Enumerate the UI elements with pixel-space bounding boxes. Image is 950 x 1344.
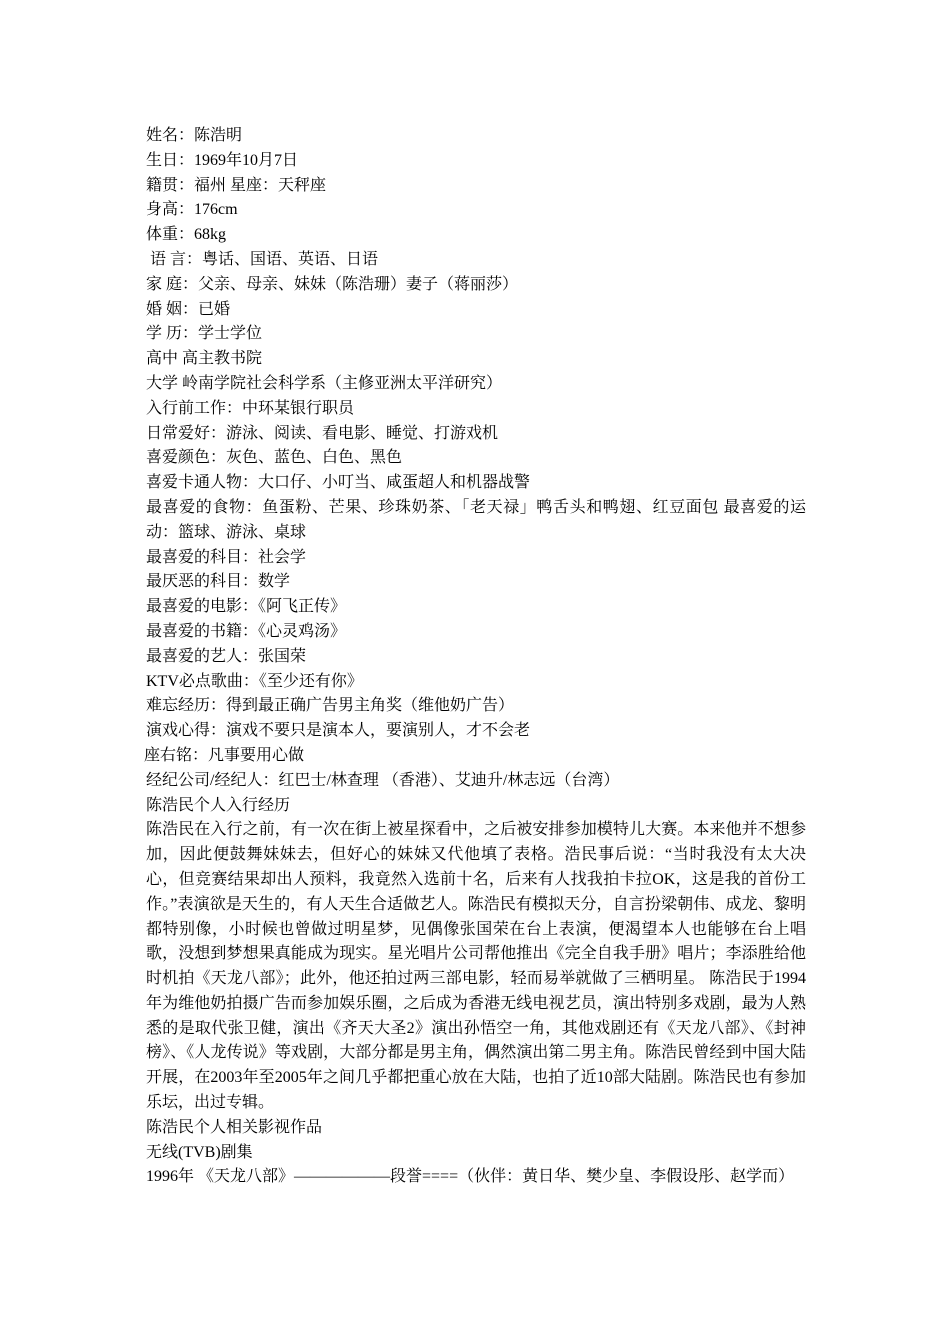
weight-line: 体重：68kg	[146, 226, 227, 244]
tvb-heading: 无线(TVB)剧集	[146, 1143, 253, 1161]
high-school-line: 高中 高主教书院	[146, 350, 263, 368]
document-page	[146, 124, 806, 1190]
family-line: 家 庭：父亲、母亲、妹妹（陈浩珊）妻子（蒋丽莎）	[146, 275, 519, 293]
acting-insight-line: 演戏心得：演戏不要只是演本人，要演别人，才不会老	[146, 722, 531, 740]
memorable-experience-line: 难忘经历：得到最正确广告男主角奖（维他奶广告）	[146, 697, 515, 715]
entry-1996: 1996年 《天龙八部》——————段誉====（伙伴：黄日华、樊少皇、李假设彤、赵学而）	[146, 1168, 795, 1186]
marriage-line: 婚 姻：已婚	[146, 300, 231, 318]
favorite-cartoons-line: 喜爱卡通人物：大口仔、小叮当、咸蛋超人和机器战警	[146, 474, 531, 492]
works-heading: 陈浩民个人相关影视作品	[146, 1118, 323, 1136]
favorite-food-sports-paragraph: 最喜爱的食物：鱼蛋粉、芒果、珍珠奶茶、「老天禄」鸭舌头和鸭翅、红豆面包 最喜爱的运动：篮球、游泳、桌球	[146, 498, 806, 541]
university-line: 大学 岭南学院社会科学系（主修亚洲太平洋研究）	[146, 374, 503, 392]
career-paragraph: 陈浩民在入行之前，有一次在街上被星探看中，之后被安排参加模特儿大赛。本来他并不想参加，因此便鼓舞妹妹去，但好心的妹妹又代他填了表格。浩民事后说：“当时我没有太大决心，但竞赛结果却出人预料，我竟然入选前十名，后来有人找我拍卡拉OK，这是我的首份工作。”表演欲是天生的，有人天生合适做艺人。陈浩民有模拟天分，自言扮梁朝伟、成龙、黎明都特别像，小时候也曾做过明星梦，见偶像张国荣在台上表演，便渴望本人也能够在台上唱歌，没想到梦想果真能成为现实。星光唱片公司帮他推出《完全自我手册》唱片；李添胜给他时机拍《天龙八部》；此外，他还拍过两三部电影，轻而易举就做了三栖明星。 陈浩民于1994年为维他奶拍摄广告而参加娱乐圈，之后成为香港无线电视艺员，演出特别多戏剧，最为人熟悉的是取代张卫健，演出《齐天大圣2》演出孙悟空一角，其他戏剧还有《天龙八部》、《封神榜》、《人龙传说》等戏剧，大部分都是男主角，偶然演出第二男主角。陈浩民曾经到中国大陆开展，在2003年至2005年之间几乎都把重心放在大陆，也拍了近10部大陆剧。陈浩民也有参加乐坛，出过专辑。	[146, 821, 806, 1112]
career-heading: 陈浩民个人入行经历	[146, 796, 291, 814]
ktv-song-line: KTV必点歌曲：《至少还有你》	[146, 672, 363, 690]
favorite-artist-line: 最喜爱的艺人：张国荣	[146, 647, 307, 665]
height-line: 身高：176cm	[146, 201, 238, 219]
favorite-movie-line: 最喜爱的电影：《阿飞正传》	[146, 598, 347, 616]
least-favorite-subject-line: 最厌恶的科目：数学	[146, 573, 291, 591]
motto-line: 座右铭：凡事要用心做	[144, 746, 305, 764]
name-line: 姓名：陈浩明	[146, 127, 243, 144]
agency-line: 经纪公司/经纪人：红巴士/林查理 （香港）、艾迪升/林志远（台湾）	[146, 771, 620, 789]
birthday-line: 生日：1969年10月7日	[146, 151, 299, 169]
previous-job-line: 入行前工作：中环某银行职员	[146, 399, 355, 417]
favorite-book-line: 最喜爱的书籍：《心灵鸡汤》	[146, 622, 347, 640]
favorite-colors-line: 喜爱颜色：灰色、蓝色、白色、黑色	[146, 449, 403, 467]
hobbies-line: 日常爱好：游泳、阅读、看电影、睡觉、打游戏机	[146, 424, 499, 442]
hometown-zodiac-line: 籍贯：福州 星座：天秤座	[146, 176, 327, 194]
favorite-subject-line: 最喜爱的科目：社会学	[146, 548, 307, 566]
language-line: 语 言：粤话、国语、英语、日语	[146, 250, 379, 268]
education-line: 学 历：学士学位	[146, 325, 263, 343]
